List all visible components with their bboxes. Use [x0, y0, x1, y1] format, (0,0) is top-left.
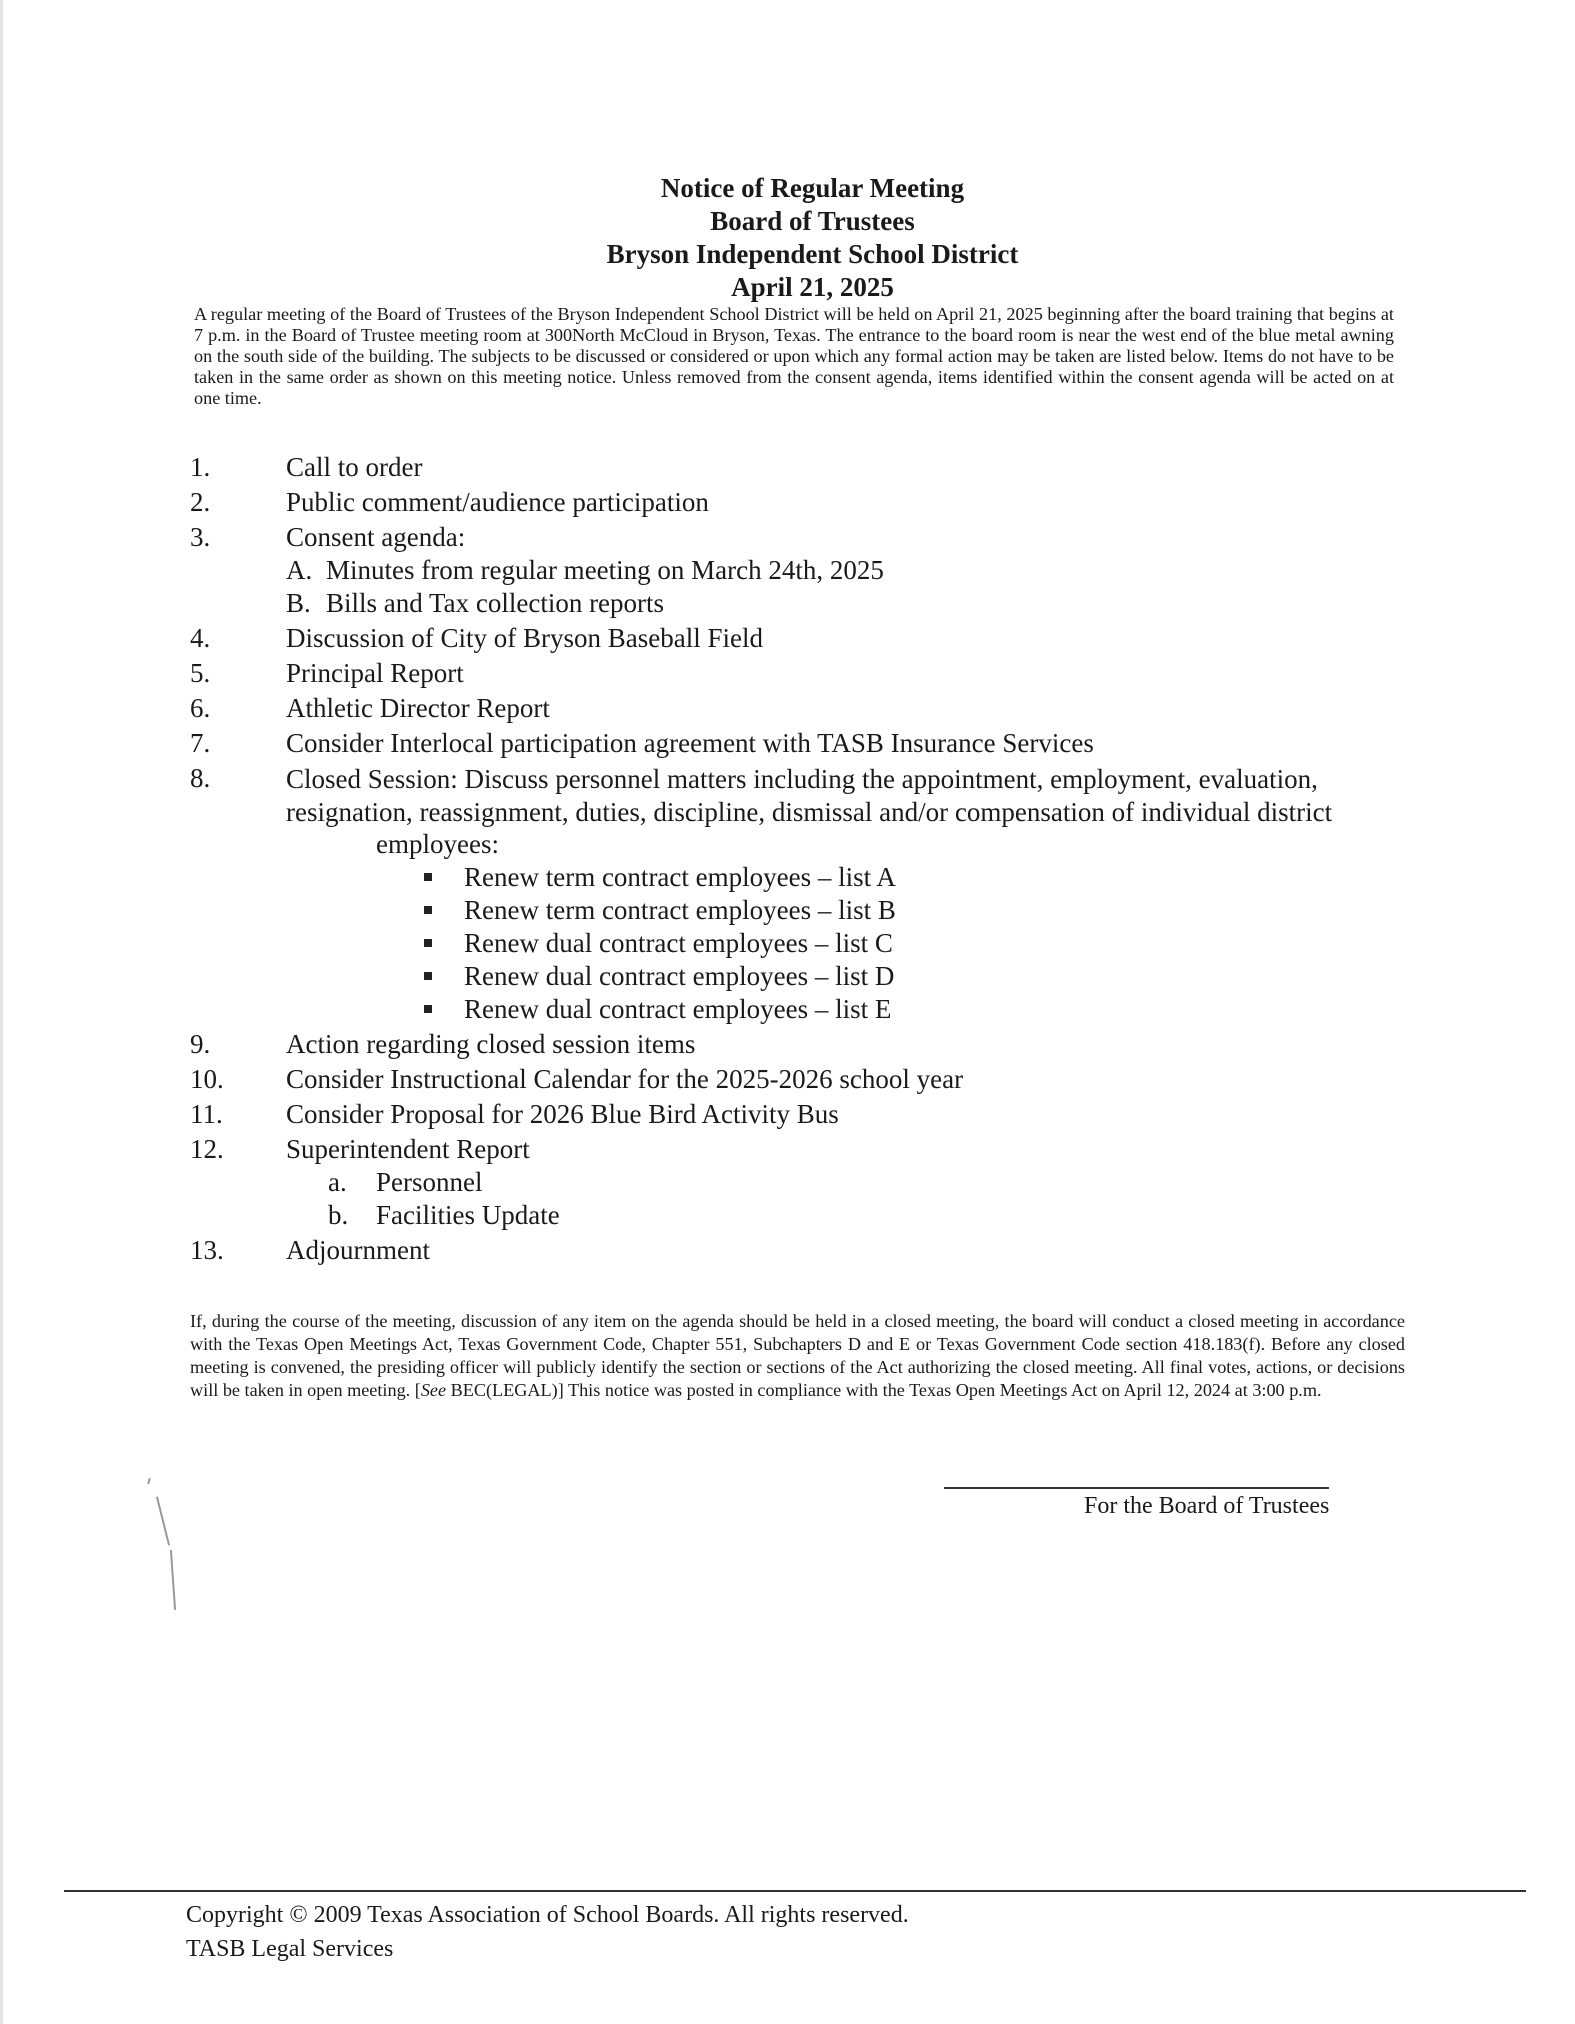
agenda-item-text: Closed Session: Discuss personnel matters including the appointment, employment, evaluation, resignation, reassignment, duties, discipline, dismissal and/or compensation of individual district — [286, 764, 1333, 827]
agenda-item-number: 13. — [190, 1235, 224, 1265]
agenda-subitem — [286, 555, 884, 586]
agenda-item-number: 3. — [190, 522, 211, 552]
agenda-item-number: 12. — [190, 1134, 224, 1164]
agenda-subitem — [286, 588, 664, 619]
subitem-marker: A. — [286, 555, 313, 585]
bullet-text: Renew dual contract employees – list E — [464, 994, 892, 1024]
agenda-item-number: 4. — [190, 623, 211, 653]
subitem-marker: B. — [286, 588, 311, 618]
agenda-item-text: Consider Instructional Calendar for the 2025-2026 school year — [286, 1064, 964, 1094]
agenda-item-text: Athletic Director Report — [286, 693, 550, 723]
closed-meeting-notice — [190, 1310, 1405, 1402]
agenda-item-text: Discussion of City of Bryson Baseball Field — [286, 623, 763, 653]
see-reference: See — [420, 1380, 447, 1400]
subitem-marker: b. — [328, 1200, 349, 1230]
square-bullet-icon — [424, 873, 432, 881]
notice-header — [0, 172, 1575, 304]
agenda-item-number: 9. — [190, 1029, 211, 1059]
subitem-text: Personnel — [376, 1167, 483, 1197]
square-bullet-icon — [424, 972, 432, 980]
agenda-subitem — [328, 1200, 560, 1231]
agenda-item-number: 5. — [190, 658, 211, 688]
board-title: Board of Trustees — [710, 206, 915, 236]
copyright-line: Copyright © 2009 Texas Association of School Boards. All rights reserved. — [186, 1902, 909, 1928]
bullet-text: Renew term contract employees – list A — [464, 862, 896, 892]
square-bullet-icon — [424, 939, 432, 947]
bullet-text: Renew term contract employees – list B — [464, 895, 896, 925]
bullet-text: Renew dual contract employees – list C — [464, 928, 893, 958]
agenda-subitem — [328, 1167, 482, 1198]
agenda-item-continuation: employees: — [376, 829, 499, 859]
bullet-item — [424, 895, 896, 926]
agenda-item-text: Adjournment — [286, 1235, 430, 1265]
agenda-item-number: 7. — [190, 728, 211, 758]
posting-text: BEC(LEGAL)] This notice was posted in compliance with the Texas Open Meetings Act on April 12, 2024 at 3:00 p.m. — [446, 1380, 1322, 1400]
notice-title: Notice of Regular Meeting — [660, 173, 965, 203]
bullet-item — [424, 928, 893, 959]
subitem-text: Minutes from regular meeting on March 24th, 2025 — [326, 555, 884, 585]
scan-mark — [147, 1478, 150, 1484]
scan-mark — [170, 1550, 176, 1610]
agenda-item-number: 10. — [190, 1064, 224, 1094]
agenda-item-text: Call to order — [286, 452, 423, 482]
agenda-item-number: 11. — [190, 1099, 223, 1129]
legal-services-line: TASB Legal Services — [186, 1936, 394, 1962]
bullet-item — [424, 961, 894, 992]
agenda-item-number: 8. — [190, 763, 211, 793]
bullet-text: Renew dual contract employees – list D — [464, 961, 895, 991]
subitem-text: Facilities Update — [376, 1200, 560, 1230]
signature-line — [944, 1487, 1329, 1489]
agenda-item-number: 1. — [190, 452, 211, 482]
agenda-item-number: 2. — [190, 487, 211, 517]
square-bullet-icon — [424, 1005, 432, 1013]
agenda-item-text: Public comment/audience participation — [286, 487, 709, 517]
copyright-footer — [186, 1898, 909, 1966]
signature-label: For the Board of Trustees — [1084, 1493, 1330, 1519]
footer-divider — [64, 1890, 1526, 1892]
agenda-item-text: Principal Report — [286, 658, 464, 688]
agenda-item-text: Action regarding closed session items — [286, 1029, 696, 1059]
agenda-item-text: Superintendent Report — [286, 1134, 530, 1164]
agenda-item-text: Consider Proposal for 2026 Blue Bird Activity Bus — [286, 1099, 839, 1129]
agenda-item-text: Consent agenda: — [286, 522, 466, 552]
closed-meeting-text: If, during the course of the meeting, discussion of any item on the agenda should be held in a closed meeting, the board will conduct a closed meeting in accordance with the Texas Open Meetings Act, Texas Government Code, Chapter 551, Subchapters D and E or Texas Government Code section 418.183(f). Before any closed meeting is convened, the presiding officer will publicly identify the section or sections of the Act authorizing the closed meeting. All final votes, actions, or decisions will be taken in open meeting. [ — [190, 1311, 1405, 1400]
square-bullet-icon — [424, 906, 432, 914]
agenda-item-number: 6. — [190, 693, 211, 723]
bullet-item — [424, 994, 891, 1025]
meeting-date: April 21, 2025 — [731, 272, 894, 302]
subitem-marker: a. — [328, 1167, 347, 1197]
district-title: Bryson Independent School District — [606, 239, 1019, 269]
intro-paragraph: A regular meeting of the Board of Trustees of the Bryson Independent School District will be held on April 21, 2025 beginning after the board training that begins at 7 p.m. in the Board of Trustee meeting room at 300North McCloud in Bryson, Texas. The entrance to the board room is near the west end of the blue metal awning on the south side of the building. The subjects to be discussed or considered or upon which any formal action may be taken are listed below. Items do not have to be taken in the same order as shown on this meeting notice. Unless removed from the consent agenda, items identified within the consent agenda will be acted on at one time. — [194, 304, 1394, 408]
subitem-text: Bills and Tax collection reports — [326, 588, 665, 618]
scan-mark — [156, 1497, 170, 1546]
agenda-item-text: Consider Interlocal participation agreement with TASB Insurance Services — [286, 728, 1094, 758]
bullet-item — [424, 862, 896, 893]
